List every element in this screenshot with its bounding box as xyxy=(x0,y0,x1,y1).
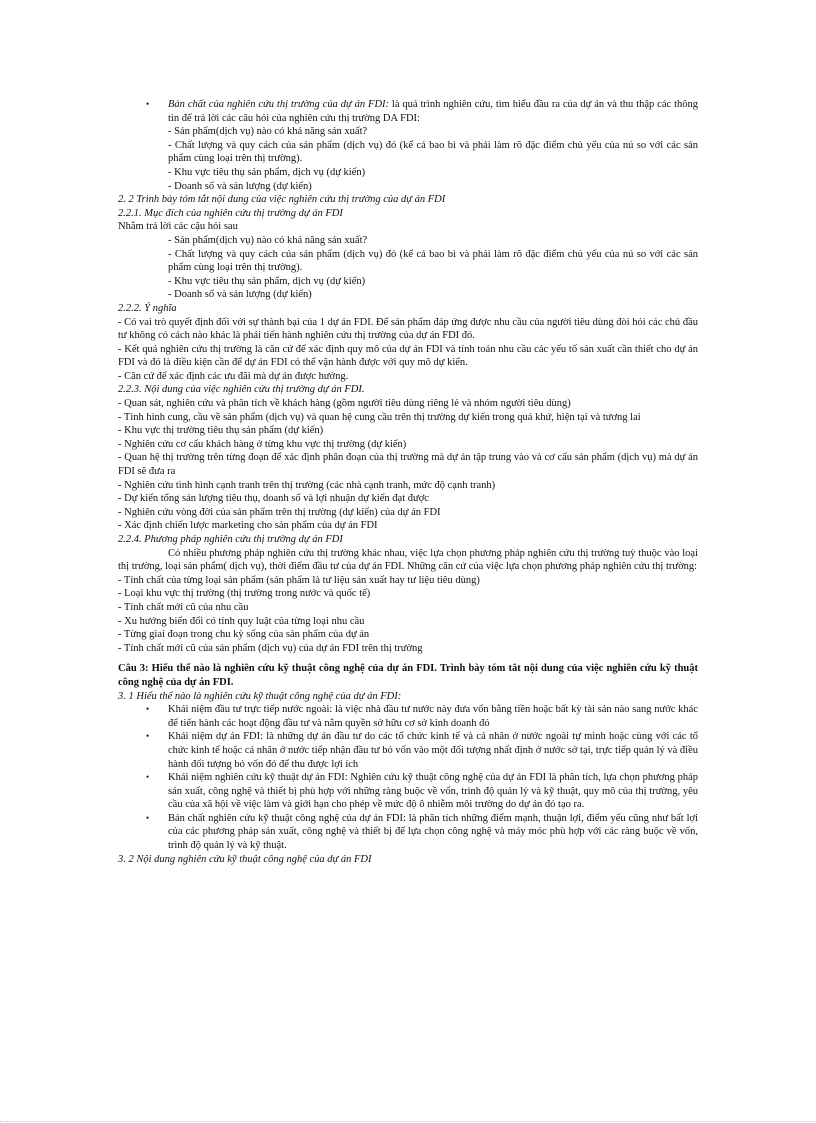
list-item: - Sản phẩm(dịch vụ) nào có khả năng sản xuất? xyxy=(168,126,368,138)
section-heading-2-2-4: 2.2.4. Phương pháp nghiên cứu thị trường dự án FDI xyxy=(118,534,343,545)
concept-bullet xyxy=(118,812,698,853)
list-item: - Tính chất của từng loại sản phẩm (sản phẩm là tư liệu sản xuất hay tư liệu tiêu dùng) xyxy=(118,574,480,586)
list-item: - Dự kiến tổng sản lượng tiêu thụ, doanh số và lợi nhuận dự kiến đạt được xyxy=(118,493,429,505)
bullet-text: Khái niệm đầu tư trực tiếp nước ngoài: là việc nhà đầu tư nước này đưa vốn bằng tiền hoặc bất kỳ tài sản nào sang nước khác để tiến hành các hoạt động đầu tư và nắm quyền sở hữu cơ sở kinh doanh đó xyxy=(168,704,698,729)
bullet-text: Khái niệm dự án FDI: là những dự án đầu tư do các tổ chức kinh tế và cá nhân ở nước ngoài tự mình hoặc cùng với các tổ chức kinh tế hoặc cá nhân ở nước tiếp nhận đầu tư bỏ vốn vào một đối tượng nhất định ở nước sở tại, trực tiếp quản lý và điều hành đối tượng bỏ vốn đó để thu được lợi ích xyxy=(168,731,698,770)
list-item: - Chất lượng và quy cách của sản phẩm (dịch vụ) đó (kể cả bao bì và phải làm rõ đặc điểm chủ yếu của nú so với các sản phẩm cùng loại trên thị trường). xyxy=(168,139,698,165)
concept-bullet xyxy=(118,771,698,812)
list-item: - Nghiên cứu cơ cấu khách hàng ở từng khu vực thị trường (dự kiến) xyxy=(118,438,407,450)
list-item: - Quan hệ thị trường trên từng đoạn để xác định phân đoạn của thị trường mà dự án tập trung vào và cơ cấu sản phẩm (dịch vụ) mà dự án FDI sẽ đưa ra xyxy=(118,452,698,478)
list-item: - Căn cứ để xác định các ưu đãi mà dự án được hưởng. xyxy=(118,370,349,382)
section-heading-2-2: 2. 2 Trình bày tóm tắt nội dung của việc nghiên cứu thị trường của dự án FDI xyxy=(118,194,446,206)
bullet-icon: • xyxy=(146,812,150,823)
section-heading-3-1: 3. 1 Hiểu thế nào là nghiên cứu kỹ thuật công nghệ của dự án FDI: xyxy=(118,690,402,702)
list-item: - Chất lượng và quy cách của sản phẩm (dịch vụ) đó (kể cả bao bì và phải làm rõ đặc điểm chủ yếu của nú so với các sản phẩm cùng loại trên thị trường). xyxy=(168,248,698,274)
list-item: - Khu vực tiêu thụ sản phẩm, dịch vụ (dự kiến) xyxy=(168,166,366,178)
section-heading-2-2-1: 2.2.1. Mục đích của nghiên cứu thị trường dự án FDI xyxy=(118,207,343,219)
question-3-title: Câu 3: Hiểu thế nào là nghiên cứu kỹ thuật công nghệ của dự án FDI. Trình bày tóm tắt nội dung của việc nghiên cứu kỹ thuật công nghệ của dự án FDI. xyxy=(118,663,698,688)
intro-paragraph xyxy=(168,98,698,125)
list-item: - Khu vực thị trường tiêu thụ sản phẩm (dự kiến) xyxy=(118,425,324,437)
list-item: - Nghiên cứu vòng đời của sản phẩm trên thị trường (dự kiến) của dự án FDI xyxy=(118,506,441,518)
list-item: - Khu vực tiêu thụ sản phẩm, dịch vụ (dự kiến) xyxy=(168,275,366,287)
bullet-icon: • xyxy=(146,704,150,715)
section-heading-2-2-2: 2.2.2. Ý nghĩa xyxy=(118,302,177,314)
list-item: - Xu hướng biến đổi có tính quy luật của từng loại nhu cầu xyxy=(118,615,365,627)
section-lead: Nhằm trả lời các cậu hỏi sau xyxy=(118,221,238,233)
list-item: - Doanh số và sản lượng (dự kiến) xyxy=(168,180,312,192)
list-item: - Kết quả nghiên cứu thị trường là căn cứ để xác định quy mô của dự án FDI và tính toán nhu cầu các yếu tố sản xuất cần thiết cho dự án FDI và đó là điều kiện cần để dự án FDI có thể vận hành được với quy mô dự kiến. xyxy=(118,343,698,369)
bullet-icon: • xyxy=(146,731,150,742)
list-item: - Loại khu vực thị trường (thị trường trong nước và quốc tế) xyxy=(118,588,371,600)
section-heading-2-2-3: 2.2.3. Nội dung của việc nghiên cứu thị trường dự án FDI. xyxy=(118,384,365,396)
purpose-list xyxy=(118,234,698,302)
bullet-text: Bản chất nghiên cứu kỹ thuật công nghệ của dự án FDI: là phân tích những điểm mạnh, thuận lợi, điểm yếu cũng như bất lợi của các phương pháp sản xuất, công nghệ và thiết bị để lựa chọn công nghệ và máy móc phù hợp với các ràng buộc về vốn, trình độ quản lý và kỹ thuật. xyxy=(168,812,698,852)
concept-bullet xyxy=(118,730,698,771)
list-item: - Tính chất mới cũ của sản phẩm (dịch vụ) của dự án FDI trên thị trường xyxy=(118,642,423,654)
bullet-icon: • xyxy=(146,772,150,783)
list-item: - Tình hình cung, cầu về sản phẩm (dịch vụ) và quan hệ cung cầu trên thị trường dự kiến trong quá khứ, hiện tại và tương lai xyxy=(118,411,641,423)
intro-label: Bản chất của nghiên cứu thị trường của dự án FDI: xyxy=(168,99,390,110)
list-item: - Có vai trò quyết định đối với sự thành bại của 1 dự án FDI. Để sản phẩm đáp ứng được nhu cầu của người tiêu dùng đòi hỏi các chủ đầu tư không có cách nào khác là phải tiến hành nghiên cứu thị trường của dự án FDI đó. xyxy=(118,316,698,342)
method-paragraph: Có nhiều phương pháp nghiên cứu thị trường khác nhau, việc lựa chọn phương pháp nghiên cứu thị trường tuỳ thuộc vào loại thị trường, loại sản phẩm( dịch vụ), thời điểm đầu tư của dự án FDI. Những căn cứ của việc lựa chọn phương pháp nghiên cứu thị trường: xyxy=(118,547,698,573)
section-heading-3-2: 3. 2 Nội dung nghiên cứu kỹ thuật công nghệ của dự án FDI xyxy=(118,853,372,865)
list-item: - Tính chất mới cũ của nhu cầu xyxy=(118,601,249,613)
bullet-text: Khái niệm nghiên cứu kỹ thuật dự án FDI: Nghiên cứu kỹ thuật công nghệ của dự án FDI là phân tích, lựa chọn phương pháp sản xuất, công nghệ và thiết bị phù hợp với những ràng buộc về vốn, trình độ quản lý và kỹ thuật, quy mô của thị trường, yêu cầu của xã hội về việc làm và giới hạn cho phép về mức độ ô nhiễm môi trường do dự án đó tạo ra. xyxy=(168,772,698,811)
intro-list xyxy=(118,125,698,193)
list-item: - Xác định chiến lược marketing cho sản phẩm của dự án FDI xyxy=(118,520,378,532)
intro-bullet xyxy=(118,98,698,125)
list-item: - Sản phẩm(dịch vụ) nào có khả năng sản xuất? xyxy=(168,234,368,246)
page-bottom-border xyxy=(0,1121,816,1122)
intro-text: là quá trình nghiên cứu, tìm hiểu đầu ra của dự án và thu thập các thông tin để trả lời các câu hỏi của nghiên cứu thị trường DA FDI: xyxy=(168,99,698,124)
list-item: - Nghiên cứu tình hình cạnh tranh trên thị trường (các nhà cạnh tranh, mức độ cạnh tranh) xyxy=(118,479,496,491)
list-item: - Doanh số và sản lượng (dự kiến) xyxy=(168,289,312,301)
document-page xyxy=(118,98,698,866)
list-item: - Quan sát, nghiên cứu và phân tích về khách hàng (gồm người tiêu dùng riêng lẻ và nhóm người tiêu dùng) xyxy=(118,398,571,410)
concept-bullet xyxy=(118,703,698,730)
list-item: - Từng giai đoạn trong chu kỳ sống của sản phẩm của dự án xyxy=(118,629,370,641)
bullet-icon: • xyxy=(146,99,150,109)
